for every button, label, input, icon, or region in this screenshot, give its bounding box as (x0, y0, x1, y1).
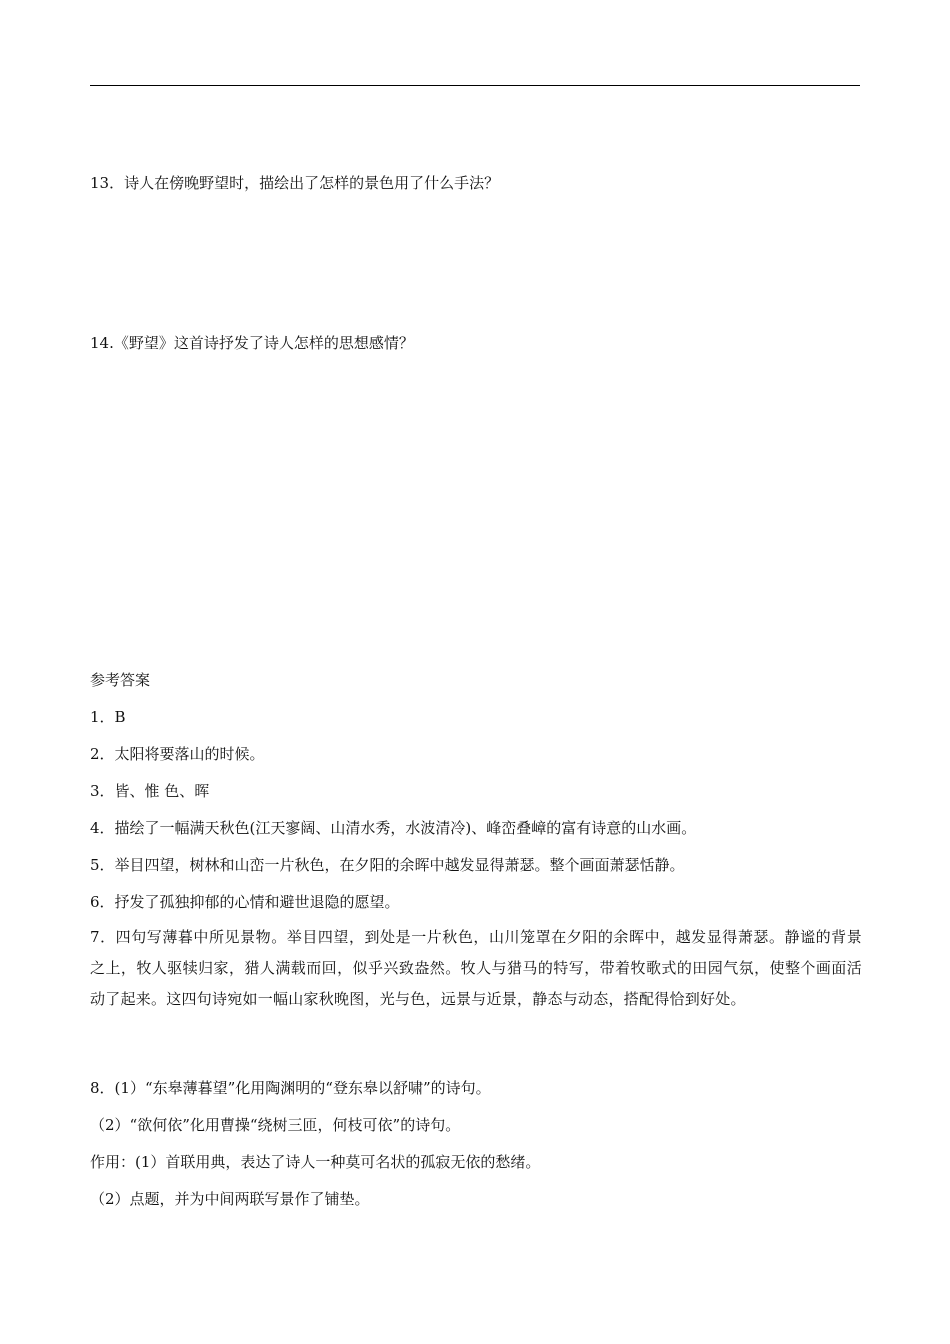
answer-8-part-1: 8．(1）“东皋薄暮望”化用陶渊明的“登东皋以舒啸”的诗句。 (90, 1079, 491, 1097)
answer-4: 4．描绘了一幅满天秋色(江天寥阔、山清水秀，水波清冷)、峰峦叠嶂的富有诗意的山水画。 (90, 819, 697, 837)
answer-1: 1．B (90, 708, 126, 726)
answer-5: 5．举目四望，树林和山峦一片秋色，在夕阳的余晖中越发显得萧瑟。整个画面萧瑟恬静。 (90, 856, 685, 874)
question-13: 13．诗人在傍晚野望时，描绘出了怎样的景色用了什么手法？ (90, 174, 500, 192)
answer-3: 3．皆、惟 色、晖 (90, 782, 210, 800)
answer-8-part-2: （2）“欲何依”化用曹操“绕树三匝，何枝可依”的诗句。 (90, 1116, 461, 1134)
answer-2: 2．太阳将要落山的时候。 (90, 745, 265, 763)
question-14: 14.《野望》这首诗抒发了诗人怎样的思想感情？ (90, 334, 414, 352)
answer-8-effect-2: （2）点题，并为中间两联写景作了铺垫。 (90, 1190, 370, 1208)
answer-7: 7．四句写薄暮中所见景物。举目四望，到处是一片秋色，山川笼罩在夕阳的余晖中，越发显得萧瑟。静谧的背景之上，牧人驱犊归家，猎人满载而回，似乎兴致盎然。牧人与猎马的特写，带着牧歌式的田园气氛，使整个画面活动了起来。这四句诗宛如一幅山家秋晚图，光与色，远景与近景，静态与动态，搭配得恰到好处。 (90, 928, 862, 1008)
answers-heading: 参考答案 (90, 671, 151, 689)
answer-8-effect-1: 作用：(1）首联用典，表达了诗人一种莫可名状的孤寂无依的愁绪。 (90, 1153, 541, 1171)
answer-6: 6．抒发了孤独抑郁的心情和避世退隐的愿望。 (90, 893, 400, 911)
header-divider (90, 85, 860, 86)
